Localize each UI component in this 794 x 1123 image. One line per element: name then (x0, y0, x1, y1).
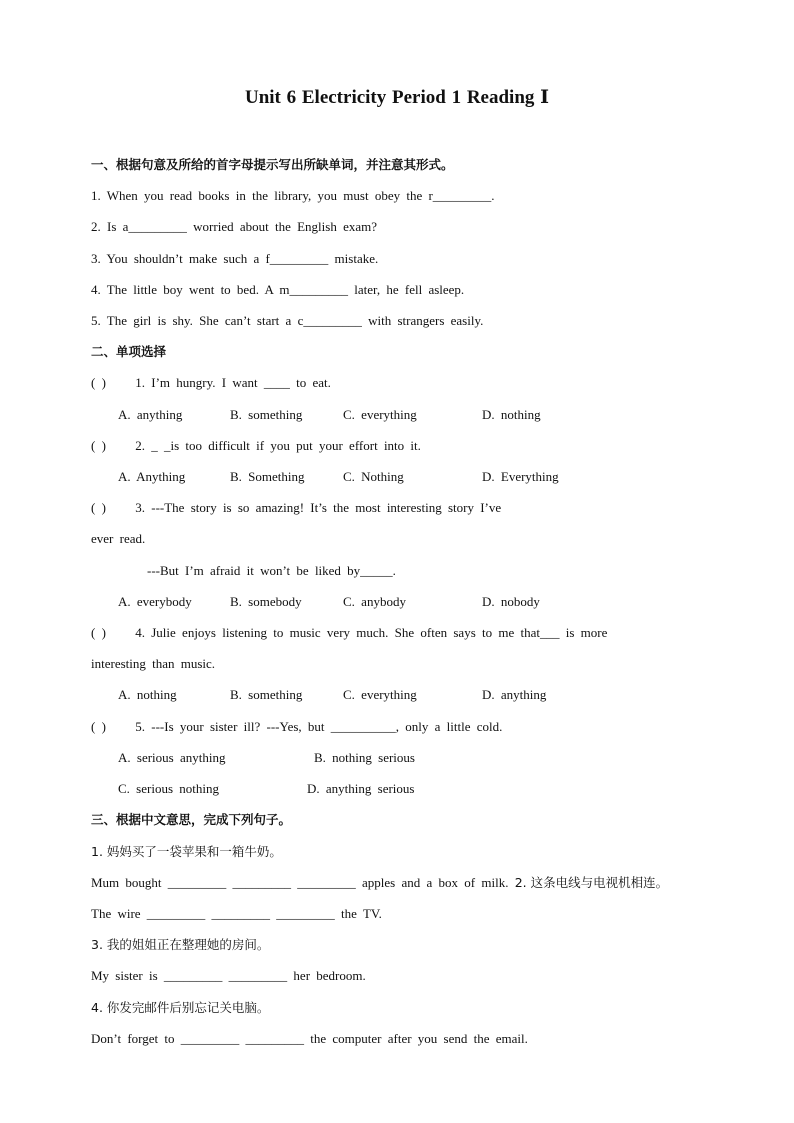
answer-parentheses: ( ) (91, 719, 106, 734)
question-stem: 3. ---The story is so amazing! It’s the most interesting story I’ve (135, 500, 502, 515)
option-a: A. anything (118, 407, 183, 422)
question-stem-continued: interesting than music. (91, 656, 216, 671)
section2-heading: 二、单项选择 (91, 344, 167, 359)
translation-prompt-3: 3. 我的姐姐正在整理她的房间。 (91, 937, 270, 952)
option-a: A. Anything (118, 469, 186, 484)
answer-parentheses: ( ) (91, 500, 106, 515)
mc-question-5 (91, 718, 502, 736)
question-stem: 4. Julie enjoys listening to music very much. She often says to me that___ is more (135, 625, 608, 640)
option-c: C. Nothing (343, 469, 404, 484)
mc-question-4 (91, 624, 607, 642)
option-c: C. anybody (343, 594, 406, 609)
answer-parentheses: ( ) (91, 438, 106, 453)
option-b: B. Something (230, 469, 305, 484)
translation-answer-line-1 (91, 874, 668, 892)
option-b: B. nothing serious (314, 750, 415, 765)
option-d: D. nobody (482, 594, 540, 609)
mc-question-2 (91, 437, 421, 455)
option-c: C. everything (343, 687, 417, 702)
question-stem-continued: ever read. (91, 531, 146, 546)
translation-answer-line-3: My sister is _________ _________ her bedroom. (91, 968, 366, 983)
dialogue-reply: ---But I’m afraid it won’t be liked by_____. (147, 563, 396, 578)
question-stem: 1. I’m hungry. I want ____ to eat. (135, 375, 331, 390)
answer-sentence: Mum bought _________ _________ _________ apples and a box of milk. (91, 875, 509, 890)
mc-question-1 (91, 374, 331, 392)
fill-in-item-1: 1. When you read books in the library, you must obey the r_________. (91, 188, 495, 203)
fill-in-item-4: 4. The little boy went to bed. A m_________ later, he fell asleep. (91, 282, 465, 297)
option-c: C. everything (343, 407, 417, 422)
option-d: D. anything serious (307, 781, 415, 796)
option-a: A. nothing (118, 687, 177, 702)
option-b: B. something (230, 687, 303, 702)
section1-heading: 一、根据句意及所给的首字母提示写出所缺单词，并注意其形式。 (91, 157, 454, 172)
page-title: Unit 6 Electricity Period 1 Reading Ⅰ (244, 87, 550, 108)
option-a: A. serious anything (118, 750, 226, 765)
fill-in-item-2: 2. Is a_________ worried about the English exam? (91, 219, 377, 234)
fill-in-item-3: 3. You shouldn’t make such a f_________ mistake. (91, 251, 379, 266)
answer-parentheses: ( ) (91, 375, 106, 390)
translation-answer-line-2: The wire _________ _________ _________ the TV. (91, 906, 382, 921)
section3-heading: 三、根据中文意思，完成下列句子。 (91, 812, 292, 827)
option-d: D. nothing (482, 407, 541, 422)
question-stem: 5. ---Is your sister ill? ---Yes, but __________, only a little cold. (135, 719, 503, 734)
translation-prompt-4: 4. 你发完邮件后别忘记关电脑。 (91, 1000, 270, 1015)
mc-question-3 (91, 499, 501, 517)
fill-in-item-5: 5. The girl is shy. She can’t start a c_________ with strangers easily. (91, 313, 484, 328)
translation-prompt-2: 2. 这条电线与电视机相连。 (514, 875, 669, 890)
translation-answer-line-4: Don’t forget to _________ _________ the computer after you send the email. (91, 1031, 528, 1046)
option-c: C. serious nothing (118, 781, 219, 796)
option-a: A. everybody (118, 594, 192, 609)
option-d: D. anything (482, 687, 547, 702)
translation-prompt-1: 1. 妈妈买了一袋苹果和一箱牛奶。 (91, 844, 282, 859)
option-b: B. something (230, 407, 303, 422)
answer-parentheses: ( ) (91, 625, 106, 640)
question-stem: 2. _ _is too difficult if you put your effort into it. (135, 438, 421, 453)
option-b: B. somebody (230, 594, 302, 609)
option-d: D. Everything (482, 469, 559, 484)
